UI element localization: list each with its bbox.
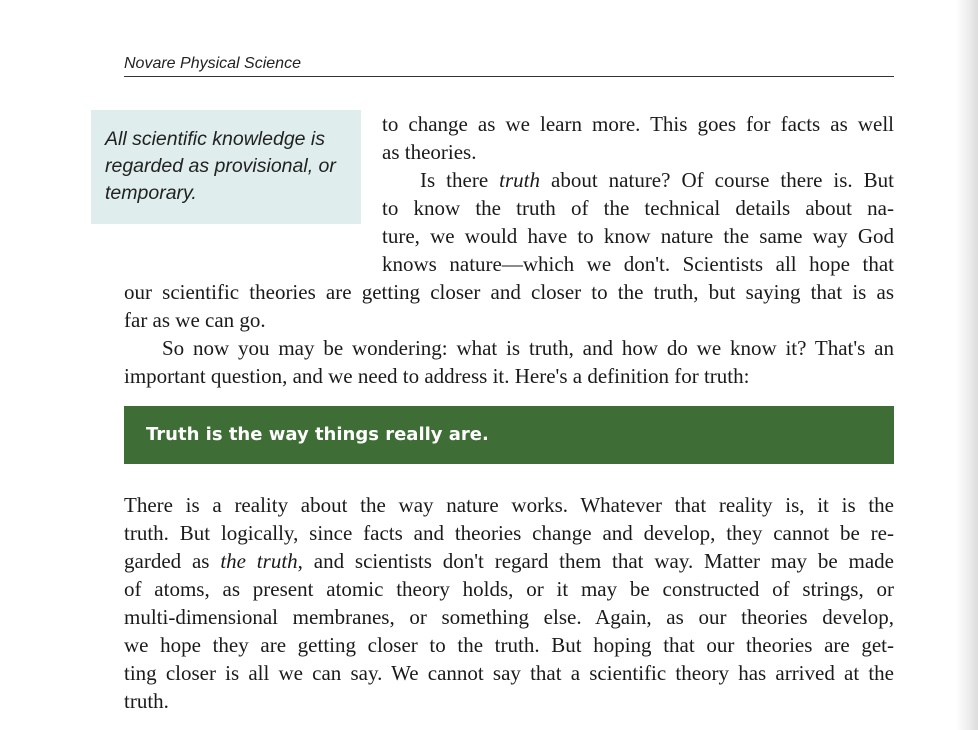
running-head: Novare Physical Science [124, 52, 894, 77]
emphasis-truth: truth [499, 168, 540, 192]
body-line: far as we can go. [124, 308, 266, 332]
emphasis-the-truth: the truth [220, 549, 298, 573]
body-line: multi-dimensional membranes, or something else. Again, as our theories develop, [124, 605, 894, 629]
body-line: to change as we learn more. This goes for facts as well [382, 112, 894, 136]
body-line [420, 166, 894, 194]
margin-note: All scientific knowledge is regarded as provisional, or temporary. [91, 110, 361, 224]
body-line: So now you may be wondering: what is truth, and how do we know it? That's an [162, 336, 894, 360]
body-line: truth. But logically, since facts and theories change and develop, they cannot be re- [124, 521, 894, 545]
body-line: we hope they are getting closer to the truth. But hoping that our theories are get- [124, 633, 894, 657]
body-line: ture, we would have to know nature the same way God [382, 224, 894, 248]
body-line: to know the truth of the technical details about na- [382, 196, 894, 220]
body-line: of atoms, as present atomic theory holds, or it may be constructed of strings, or [124, 577, 894, 601]
body-line: ting closer is all we can say. We cannot say that a scientific theory has arrived at the [124, 661, 894, 685]
definition-callout: Truth is the way things really are. [124, 406, 894, 464]
body-line: truth. [124, 689, 169, 713]
page-edge-shadow [956, 0, 978, 730]
body-line: There is a reality about the way nature works. Whatever that reality is, it is the [124, 493, 894, 517]
body-line: knows nature—which we don't. Scientists all hope that [382, 252, 894, 276]
body-text: garded as [124, 549, 221, 573]
body-text: , and scientists don't regard them that way. Matter may be made [297, 549, 894, 573]
body-text: about nature? Of course there is. But [540, 168, 894, 192]
body-line: as theories. [382, 140, 477, 164]
body-line [124, 547, 894, 575]
body-line: important question, and we need to address it. Here's a definition for truth: [124, 364, 750, 388]
body-line: our scientific theories are getting closer and closer to the truth, but saying that is as [124, 280, 894, 304]
body-text: Is there [420, 168, 500, 192]
